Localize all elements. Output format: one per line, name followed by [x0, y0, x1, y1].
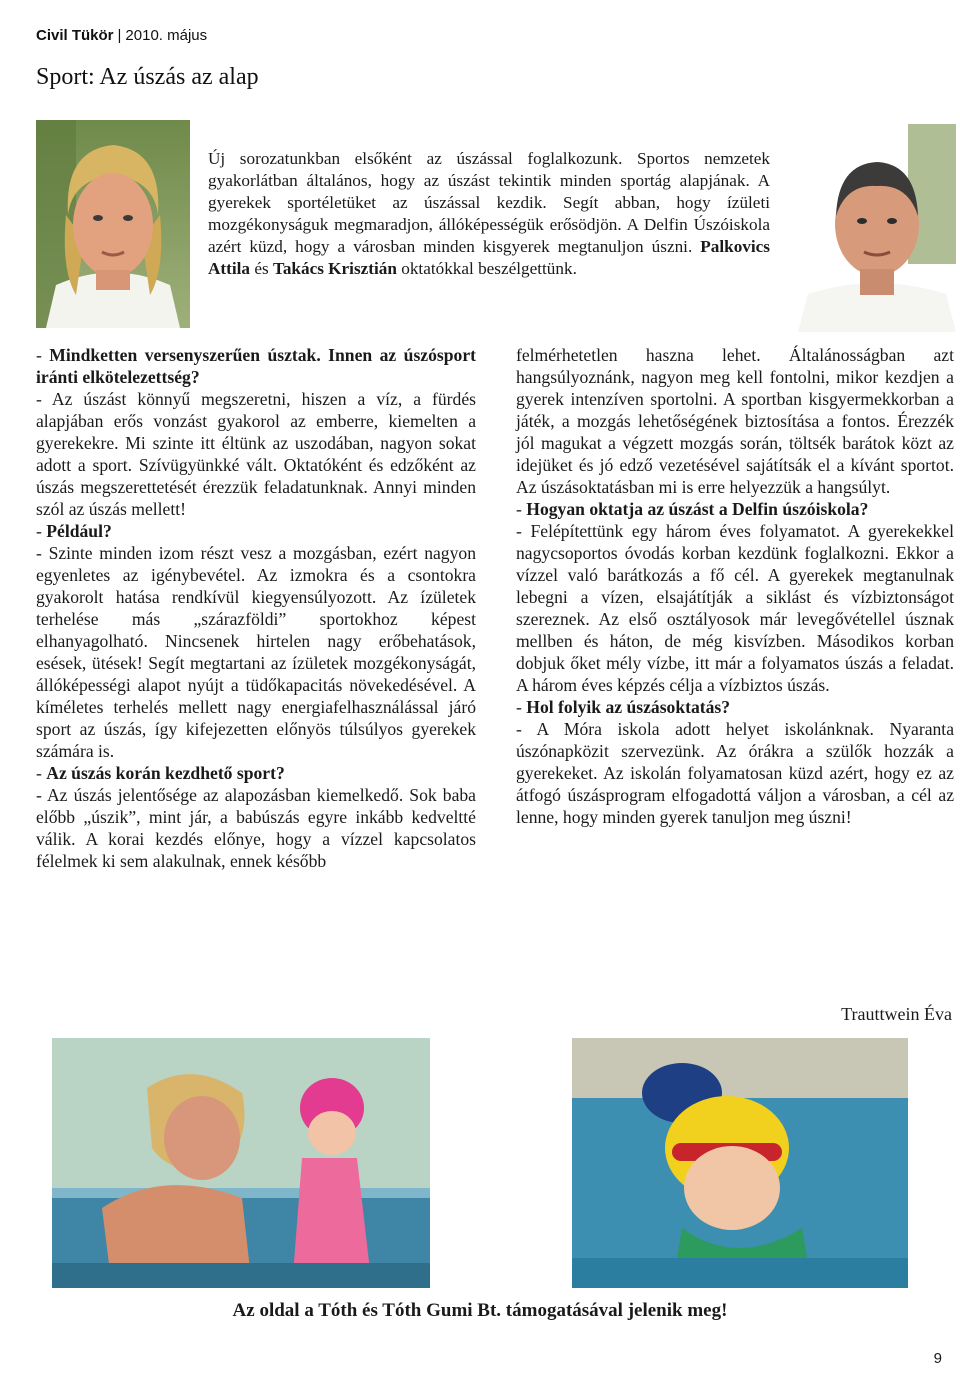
article-intro [208, 148, 770, 280]
interview-question: - Hogyan oktatja az úszást a Delfin úszóiskola? [516, 499, 869, 519]
page-number: 9 [933, 1350, 942, 1367]
author-signature: Trauttwein Éva [841, 1004, 952, 1024]
intro-text-c: oktatókkal beszélgettünk. [396, 259, 577, 278]
interview-answer: felmérhetetlen haszna lehet. Általánosságban azt hangsúlyoznánk, nagyon meg kell fontolni, mikor kezdjen a gyerek intenzíven sportolni. A sportban kisgyermekkorban a játék, a mozgás lehetőségének biztosítása a fontos. Érezzék jól magukat a végzett mozgás során, töltsék barátok közt az idejüket és jó edző vezetésével sajátítsák el a kívánt sportot. Az úszásoktatásban mi is erre helyezzük a hangsúlyt. [516, 345, 954, 497]
intro-text-a: Új sorozatunkban elsőként az úszással foglalkozunk. Sportos nemzetek gyakorlátban általános, hogy az úszást tekintik minden sportág alapjának. A gyerekek sportéletüket az úszással kezdik. Segít abban, hogy ízületi mozgékonyságuk megmaradjon, állóképességük erősödjön. A Delfin Úszóiskola azért küzd, hogy a városban minden kisgyerek megtanuljon úszni. [208, 149, 770, 256]
left-column [36, 344, 476, 872]
interview-answer: - Az úszást könnyű megszeretni, hiszen a víz, a fürdés alapjában erős vonzást gyakorol az emberre, kiemelten a gyerekekre. Mi szinte itt éltünk az uszodában, nagyon sokat adott a sport. Szívügyünkké vált. Oktatóként és edzőként az úszás megszerettetését érezzük feladatunknak. Annyi minden szól az úszás mellett! [36, 389, 476, 519]
header-separator: | [117, 27, 122, 44]
interview-question: - Az úszás korán kezdhető sport? [36, 763, 285, 783]
intro-name-1: Palkovics Attila [208, 237, 770, 278]
portrait-photo-palkovics [36, 120, 190, 328]
interview-answer: - Az úszás jelentősége az alapozásban kiemelkedő. Sok baba előbb „úszik”, mint jár, a babúszás egyre inkább kedveltté válik. A korai kezdés előnye, hogy a vízzel kapcsolatos félelmek ki sem alakulnak, ennek később [36, 785, 476, 871]
running-header [36, 27, 207, 44]
interview-answer: - A Móra iskola adott helyet iskolánknak. Nyaranta úszónapközit szervezünk. Az órákra a szülők hozzák a gyerekeket. Az iskolán folyamatosan küzd azért, hogy ez az átfogó úszásprogram elfogadottá váljon a városban, a cél az lenne, hogy minden gyerek tanuljon meg úszni! [516, 719, 954, 827]
interview-question: - Mindketten versenyszerűen úsztak. Innen az úszósport iránti elkötelezettség? [36, 345, 476, 387]
interview-question: - Például? [36, 521, 112, 541]
portrait-photo-takacs [798, 124, 956, 332]
issue-date: 2010. május [125, 27, 208, 44]
right-column [516, 344, 954, 828]
interview-answer: - Felépítettünk egy három éves folyamatot. A gyerekekkel nagycsoportos óvodás korban kezdünk foglalkozni. Ekkor a vízzel való barátkozás a fő cél. A gyerekek megtanulnak lebegni a vízen, elsajátítják a siklást és vízbiztonságot szereznek. Az első osztályosok már levegővétellel úsznak mellben és háton, de még kisvízben. Másodikos korban dobjuk őket mély vízbe, itt már a folyamatos úszás a feladat. A három éves képzés célja a vízbiztos úszás. [516, 521, 954, 695]
intro-text-b: és [250, 259, 273, 278]
publication-name: Civil Tükör [36, 27, 114, 44]
interview-answer: - Szinte minden izom részt vesz a mozgásban, ezért nagyon egyenletes az igénybevétel. Az izmokra és a csontokra gyakorolt hatása rendkívül kiegyensúlyozott. Az ízületek terhelése más „szárazföldi” sportokhoz képest elhanyagolható. Nincsenek hirtelen nagy erőbehatások, esések, ütések! Segít megtartani az ízületek mozgékonyságát, állóképességi alapot nyújt a tüdőkapacitás növekedésével. A kíméletes terhelés mellett nagy energiafelhasználással járó sport az úszás, így kifejezetten előnyös túlsúlyos gyerekek számára is. [36, 543, 476, 761]
interview-question: - Hol folyik az úszásoktatás? [516, 697, 731, 717]
sponsor-notice: Az oldal a Tóth és Tóth Gumi Bt. támogatásával jelenik meg! [232, 1300, 728, 1321]
pool-photo-instructor [52, 1038, 430, 1288]
intro-name-2: Takács Krisztián [272, 259, 397, 278]
article-title: Sport: Az úszás az alap [36, 64, 259, 90]
pool-photo-child [572, 1038, 908, 1288]
